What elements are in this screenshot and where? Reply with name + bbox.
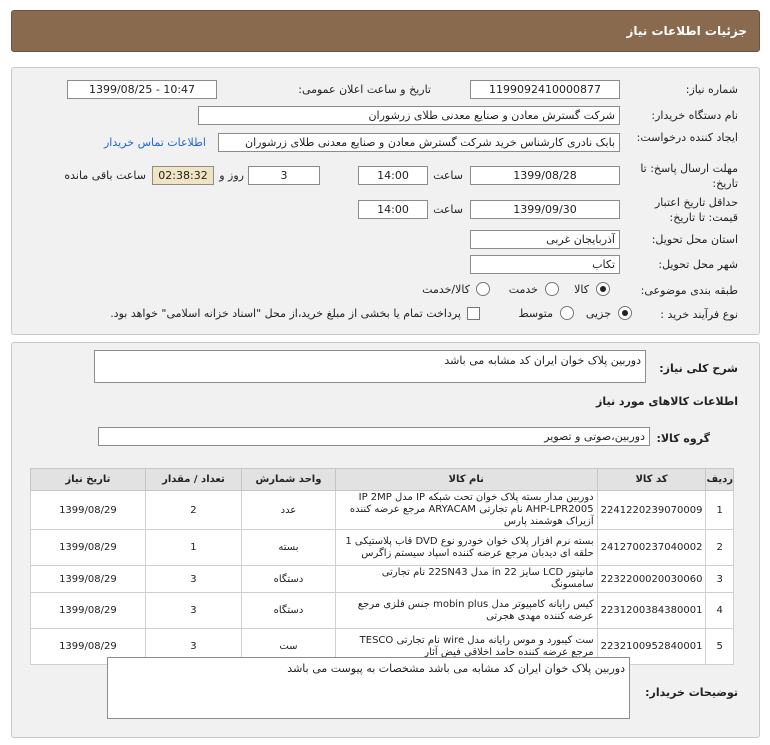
col-header-name: نام کالا: [335, 469, 597, 491]
category-radio-service[interactable]: [545, 282, 559, 296]
province-field: آذربایجان غربی: [470, 230, 620, 249]
cell-code: 2232200020030060: [597, 566, 706, 593]
validity-time-field: 14:00: [358, 200, 428, 219]
category-option-goods: کالا: [574, 283, 589, 296]
process-option-minor: جزیی: [585, 307, 611, 320]
remaining-time-label: ساعت باقی مانده: [64, 169, 146, 182]
cell-code: 2231200384380001: [597, 593, 706, 629]
cell-qty: 3: [145, 566, 241, 593]
goods-table-header: [31, 469, 734, 491]
process-radio-minor[interactable]: [618, 306, 632, 320]
goods-group-field: دوربین،صوتی و تصویر: [98, 427, 650, 446]
cell-name: مانیتور LCD سایز 22 in مدل 22SN43 نام تجارتی سامسونگ: [335, 566, 597, 593]
category-option-service: خدمت: [508, 283, 538, 296]
cell-name: ست کیبورد و موس رایانه مدل wire نام تجارتی TESCO مرجع عرضه کننده حامد اخلاقی فیض آثار: [335, 629, 597, 665]
cell-unit: بسته: [242, 530, 336, 566]
table-row: [31, 530, 734, 566]
table-row: [31, 593, 734, 629]
cell-row-number: 5: [706, 629, 734, 665]
cell-name: کیس رایانه کامپیوتر مدل mobin plus جنس فلزی مرجع عرضه کننده مهدی هجرتی: [335, 593, 597, 629]
cell-code: 2241220239070009: [597, 491, 706, 530]
goods-section-title: اطلاعات کالاهای مورد نیاز: [596, 395, 738, 408]
goods-table: [30, 468, 734, 665]
cell-date: 1399/08/29: [31, 566, 146, 593]
need-number-label: شماره نیاز:: [685, 83, 738, 96]
cell-unit: عدد: [242, 491, 336, 530]
city-field: تکاب: [470, 255, 620, 274]
category-radio-goods[interactable]: [596, 282, 610, 296]
process-type-label: نوع فرآیند خرید :: [660, 308, 738, 321]
buyer-org-label: نام دستگاه خریدار:: [651, 109, 738, 122]
city-label: شهر محل تحویل:: [658, 258, 738, 271]
cell-date: 1399/08/29: [31, 629, 146, 665]
creator-field: بابک نادری کارشناس خرید شرکت گسترش معادن و صنایع معدنی طلای زرشوران: [218, 133, 620, 152]
category-radio-goods-service[interactable]: [476, 282, 490, 296]
validity-date-field: 1399/09/30: [470, 200, 620, 219]
col-header-date: تاریخ نیاز: [31, 469, 146, 491]
remaining-time-timer: 02:38:32: [152, 166, 214, 185]
cell-qty: 1: [145, 530, 241, 566]
buyer-contact-link[interactable]: اطلاعات تماس خریدار: [104, 136, 206, 149]
buyer-notes-label: توضیحات خریدار:: [645, 686, 738, 699]
cell-code: 2232100952840001: [597, 629, 706, 665]
deadline-time-field: 14:00: [358, 166, 428, 185]
need-number-field: 1199092410000877: [470, 80, 620, 99]
col-header-unit: واحد شمارش: [242, 469, 336, 491]
cell-name: دوربین مدار بسته پلاک خوان تحت شبکه IP مدل IP 2MP AHP-LPR2005 نام تجارتی ARYACAM مرجع عرضه کننده آزیراک هوشمند پارس: [335, 491, 597, 530]
col-header-qty: تعداد / مقدار: [145, 469, 241, 491]
creator-label: ایجاد کننده درخواست:: [636, 131, 738, 144]
deadline-label: مهلت ارسال پاسخ: تا تاریخ:: [640, 162, 738, 190]
cell-row-number: 3: [706, 566, 734, 593]
treasury-payment-note: پرداخت تمام یا بخشی از مبلغ خرید،از محل "اسناد خزانه اسلامی" خواهد بود.: [110, 307, 461, 320]
col-header-row: ردیف: [706, 469, 734, 491]
cell-date: 1399/08/29: [31, 530, 146, 566]
goods-group-label: گروه کالا:: [656, 432, 710, 445]
cell-qty: 3: [145, 629, 241, 665]
treasury-payment-checkbox[interactable]: [467, 307, 480, 320]
validity-label: حداقل تاریخ اعتبار قیمت: تا تاریخ:: [654, 196, 738, 224]
cell-unit: ست: [242, 629, 336, 665]
announce-datetime-field: 1399/08/25 - 10:47: [67, 80, 217, 99]
cell-row-number: 4: [706, 593, 734, 629]
cell-date: 1399/08/29: [31, 491, 146, 530]
category-label: طبقه بندی موضوعی:: [640, 284, 738, 297]
page-title: جزئیات اطلاعات نیاز: [626, 24, 747, 38]
cell-unit: دستگاه: [242, 593, 336, 629]
deadline-time-label: ساعت: [433, 169, 463, 182]
table-row: [31, 491, 734, 530]
cell-qty: 3: [145, 593, 241, 629]
announce-datetime-label: تاریخ و ساعت اعلان عمومی:: [298, 83, 431, 96]
table-row: [31, 566, 734, 593]
cell-row-number: 2: [706, 530, 734, 566]
col-header-code: کد کالا: [597, 469, 706, 491]
deadline-date-field: 1399/08/28: [470, 166, 620, 185]
summary-label: شرح کلی نیاز:: [659, 362, 738, 375]
category-option-goods-service: کالا/خدمت: [422, 283, 470, 296]
province-label: استان محل تحویل:: [651, 233, 738, 246]
days-remaining-field: 3: [248, 166, 320, 185]
cell-name: بسته نرم افزار پلاک خوان خودرو نوع DVD قاب پلاستیکی 1 حلقه ای دیدبان مرجع عرضه کننده اسپاد سیستم زاگرس: [335, 530, 597, 566]
buyer-notes-field: دوربین پلاک خوان ایران کد مشابه می باشد مشخصات به پیوست می باشد: [107, 657, 630, 719]
cell-row-number: 1: [706, 491, 734, 530]
cell-code: 2412700237040002: [597, 530, 706, 566]
summary-field: دوربین پلاک خوان ایران کد مشابه می باشد: [94, 350, 646, 383]
validity-time-label: ساعت: [433, 203, 463, 216]
process-option-medium: متوسط: [518, 307, 553, 320]
days-label: روز و: [219, 169, 244, 182]
buyer-org-field: شرکت گسترش معادن و صنایع معدنی طلای زرشوران: [198, 106, 620, 125]
cell-qty: 2: [145, 491, 241, 530]
cell-unit: دستگاه: [242, 566, 336, 593]
cell-date: 1399/08/29: [31, 593, 146, 629]
process-radio-medium[interactable]: [560, 306, 574, 320]
page-header: [11, 10, 760, 52]
